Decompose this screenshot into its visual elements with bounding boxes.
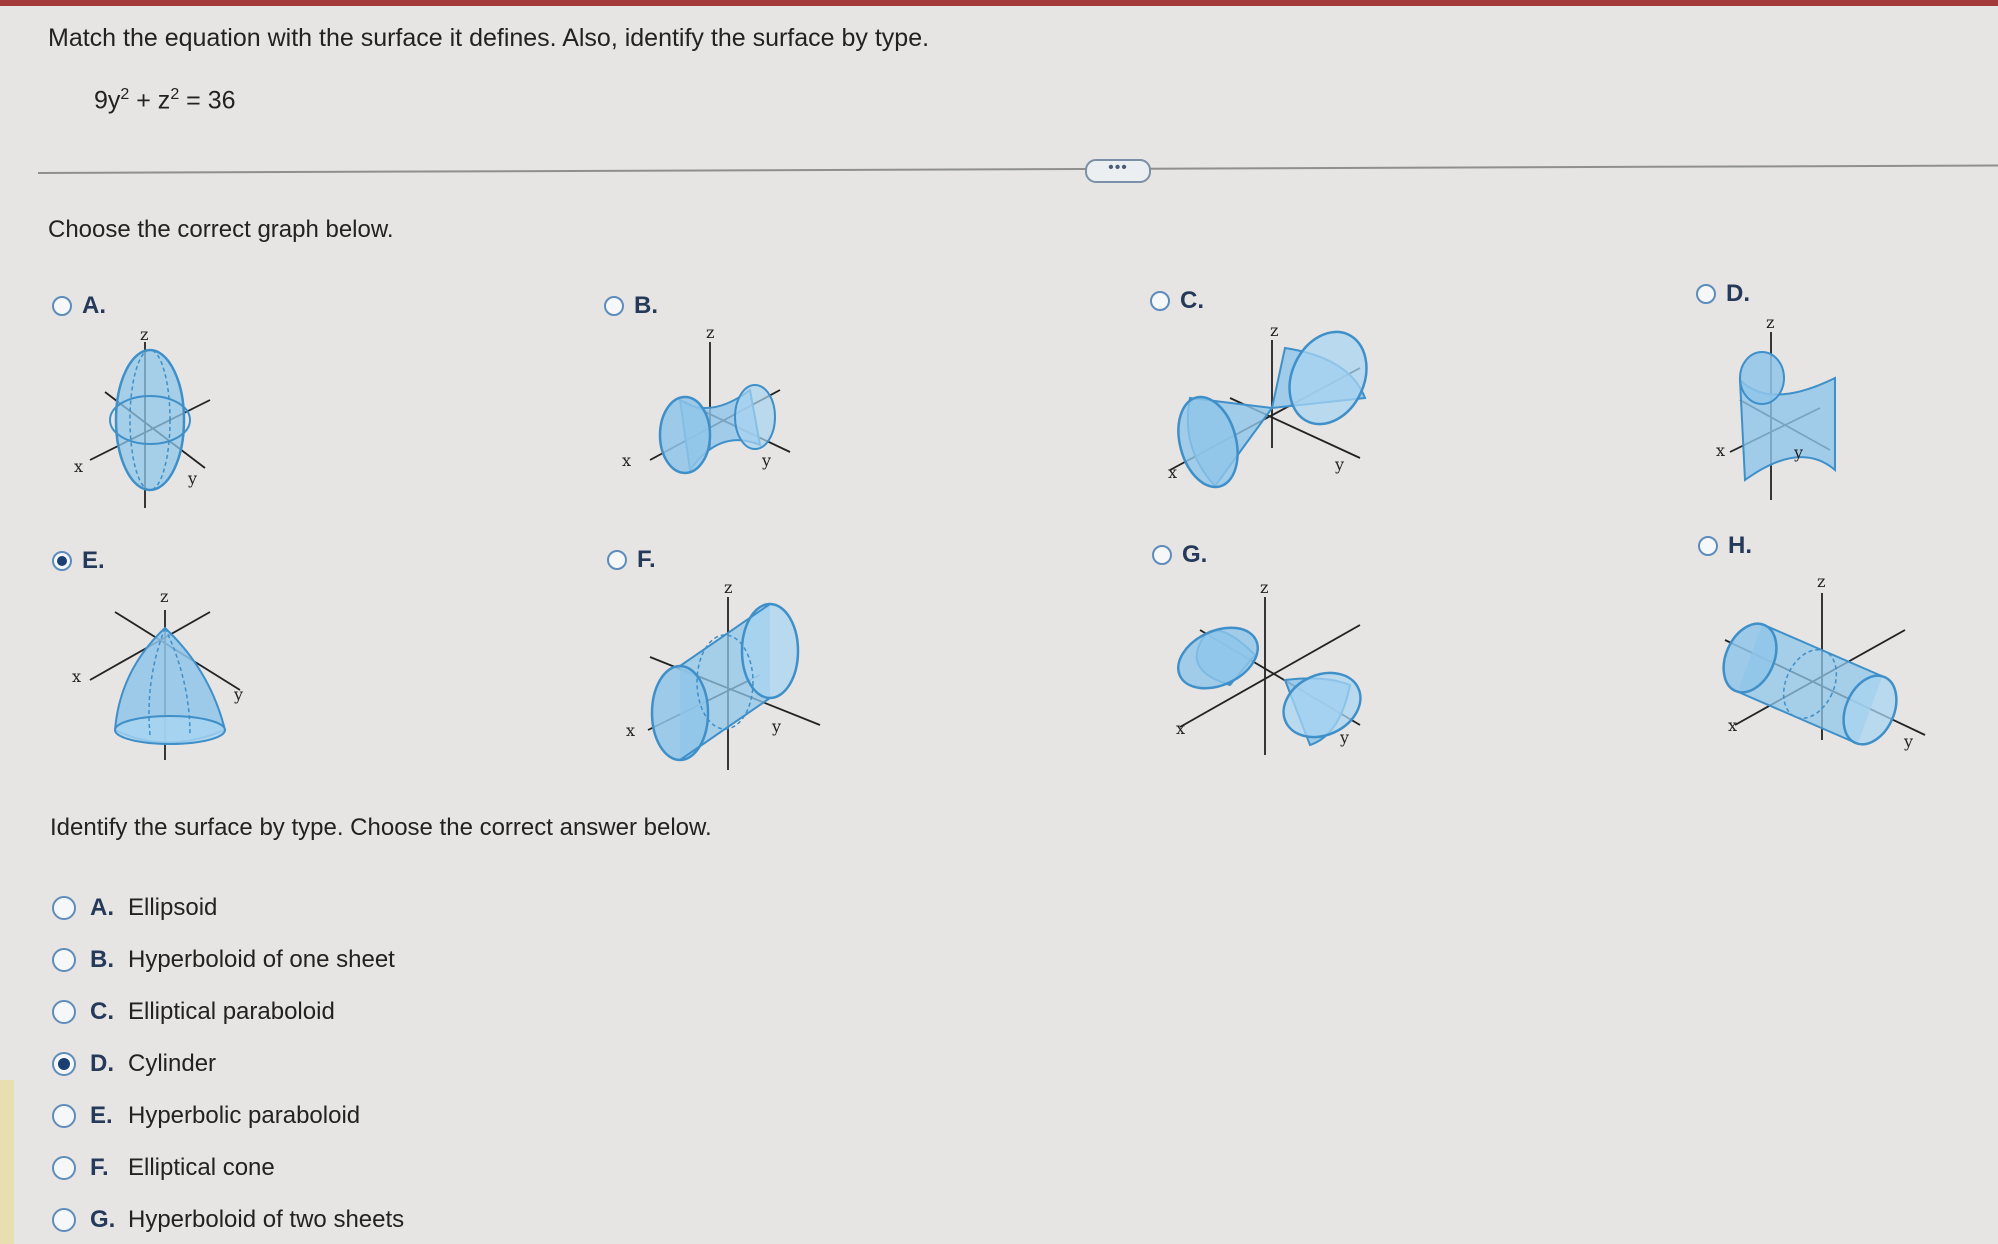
graph-option-label: B.: [634, 292, 658, 319]
radio-button[interactable]: [604, 296, 624, 316]
section-divider: [38, 164, 1998, 174]
type-option-text: Cylinder: [128, 1050, 217, 1077]
radio-button[interactable]: [52, 296, 72, 316]
type-option-a[interactable]: [52, 894, 217, 922]
radio-button[interactable]: [52, 1052, 76, 1076]
equation-rhs: = 36: [179, 86, 236, 115]
type-option-text: Elliptical cone: [128, 1154, 275, 1181]
graph-option-label: D.: [1726, 280, 1750, 307]
axis-label-z: z: [160, 587, 169, 606]
graph-option-label: C.: [1180, 287, 1204, 314]
graph-option-h[interactable]: [1698, 532, 1752, 560]
more-button[interactable]: •••: [1085, 159, 1151, 183]
axis-label-z: z: [1270, 321, 1279, 340]
axis-label-x: x: [1168, 463, 1178, 482]
equation: [94, 86, 236, 115]
axis-label-x: x: [1716, 441, 1726, 460]
type-option-text: Hyperbolic paraboloid: [128, 1102, 361, 1129]
axis-label-y: y: [234, 685, 244, 704]
axis-label-y: y: [1340, 728, 1350, 747]
type-option-label: A.: [90, 894, 114, 921]
type-option-text: Hyperboloid of one sheet: [128, 946, 395, 973]
axis-label-z: z: [140, 325, 149, 344]
graph-option-label: E.: [82, 547, 105, 574]
graph-g-two-sheets[interactable]: [1160, 575, 1380, 765]
axis-label-x: x: [1176, 719, 1186, 738]
axis-label-x: x: [626, 721, 636, 740]
axis-label-y: y: [1794, 443, 1804, 462]
type-option-label: D.: [90, 1050, 114, 1077]
type-prompt: Identify the surface by type. Choose the correct answer below.: [50, 814, 712, 841]
axis-label-z: z: [706, 323, 715, 342]
radio-button[interactable]: [52, 551, 72, 571]
type-option-f[interactable]: [52, 1154, 275, 1182]
radio-button[interactable]: [607, 550, 627, 570]
axis-label-y: y: [188, 469, 198, 488]
radio-button[interactable]: [1696, 284, 1716, 304]
graph-option-d[interactable]: [1696, 280, 1750, 308]
type-option-label: G.: [90, 1206, 116, 1233]
type-option-label: E.: [90, 1102, 113, 1129]
axis-label-y: y: [772, 717, 782, 736]
axis-label-x: x: [72, 667, 82, 686]
radio-button[interactable]: [1152, 545, 1172, 565]
graph-a-ellipsoid[interactable]: [60, 320, 250, 520]
type-option-b[interactable]: [52, 946, 395, 974]
type-option-text: Elliptical paraboloid: [128, 998, 335, 1025]
radio-button[interactable]: [1698, 536, 1718, 556]
radio-button[interactable]: [52, 1000, 76, 1024]
graph-option-label: A.: [82, 292, 106, 319]
axis-label-z: z: [1817, 572, 1826, 591]
graph-f-cylinder[interactable]: [620, 575, 830, 775]
axis-label-x: x: [74, 457, 84, 476]
equation-exp-y: 2: [120, 86, 130, 103]
equation-term-z: + z: [129, 86, 171, 115]
graph-option-c[interactable]: [1150, 287, 1204, 315]
type-option-e[interactable]: [52, 1102, 360, 1130]
graph-option-e[interactable]: [52, 547, 105, 575]
axis-label-y: y: [762, 451, 772, 470]
graph-option-label: F.: [637, 546, 656, 573]
radio-button[interactable]: [52, 896, 76, 920]
axis-label-y: y: [1904, 732, 1914, 751]
axis-label-z: z: [724, 578, 733, 597]
graph-option-g[interactable]: [1152, 541, 1207, 569]
type-option-c[interactable]: [52, 998, 335, 1026]
graph-b-hyperboloid[interactable]: [610, 320, 810, 510]
radio-button[interactable]: [52, 1156, 76, 1180]
axis-label-x: x: [622, 451, 632, 470]
type-option-label: B.: [90, 946, 114, 973]
radio-button[interactable]: [52, 948, 76, 972]
graph-d-saddle[interactable]: [1700, 310, 1850, 510]
radio-button[interactable]: [52, 1104, 76, 1128]
type-option-label: C.: [90, 998, 114, 1025]
axis-label-z: z: [1260, 578, 1269, 597]
radio-dot: [57, 556, 67, 566]
left-highlight-stripe: [0, 1080, 14, 1244]
type-option-g[interactable]: [52, 1206, 404, 1234]
graph-option-label: H.: [1728, 532, 1752, 559]
axis-label-y: y: [1335, 455, 1345, 474]
type-option-d[interactable]: [52, 1050, 216, 1078]
graph-e-paraboloid[interactable]: [60, 580, 260, 770]
graph-h-cylinder[interactable]: [1700, 565, 1940, 765]
graph-option-b[interactable]: [604, 292, 658, 320]
radio-dot: [58, 1058, 70, 1070]
top-accent-bar: [0, 0, 1998, 6]
graph-option-label: G.: [1182, 541, 1208, 568]
graph-prompt: Choose the correct graph below.: [48, 216, 394, 243]
type-option-text: Hyperboloid of two sheets: [128, 1206, 405, 1233]
equation-term-y: 9y: [94, 86, 121, 115]
axis-label-z: z: [1766, 313, 1775, 332]
axis-label-x: x: [1728, 716, 1738, 735]
type-option-text: Ellipsoid: [128, 894, 218, 921]
graph-option-a[interactable]: [52, 292, 106, 320]
type-option-label: F.: [90, 1154, 109, 1181]
radio-button[interactable]: [52, 1208, 76, 1232]
graph-c-cone[interactable]: [1160, 318, 1380, 508]
radio-button[interactable]: [1150, 291, 1170, 311]
equation-exp-z: 2: [170, 86, 180, 103]
question-text: Match the equation with the surface it defines. Also, identify the surface by type.: [48, 24, 930, 52]
graph-option-f[interactable]: [607, 546, 656, 574]
